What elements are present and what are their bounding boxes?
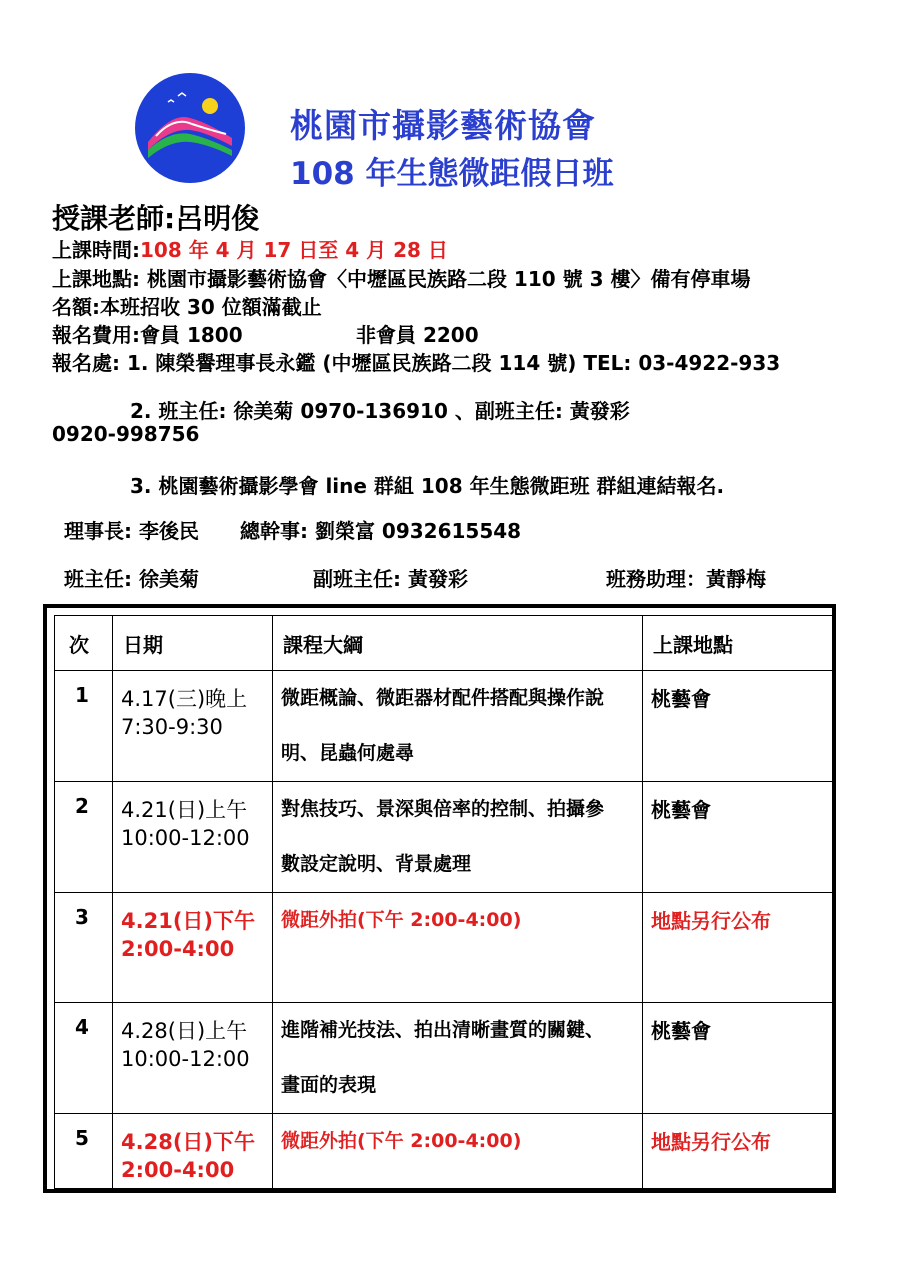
table-row [55, 1003, 834, 1114]
course-place: 上課地點: 桃園市攝影藝術協會〈中壢區民族路二段 110 號 3 樓〉備有停車場 [52, 267, 751, 291]
table-row [55, 1114, 834, 1189]
row-date-day: 4.21(日)上午 [121, 798, 248, 822]
staff-assistant: 班務助理：黃靜梅 [606, 567, 766, 591]
row-outline-line1: 微距外拍(下午 2:00-4:00) [281, 1130, 522, 1152]
header-outline: 課程大綱 [273, 616, 643, 671]
row-date-day: 4.28(日)下午 [121, 1130, 256, 1154]
registration-1: 報名處: 1. 陳榮譽理事長永鑑 (中壢區民族路二段 114 號) TEL: 03-4922-933 [52, 351, 781, 375]
registration-2: 2. 班主任: 徐美菊 0970-136910 、副班主任: 黃發彩 [130, 399, 630, 423]
header-location: 上課地點 [643, 616, 834, 671]
association-logo [134, 72, 246, 184]
row-outline-line2: 畫面的表現 [281, 1074, 377, 1096]
org-title: 桃園市攝影藝術協會 [290, 106, 596, 145]
row-date-time: 2:00-4:00 [121, 1158, 235, 1182]
fee-nonmember: 非會員 2200 [356, 323, 479, 347]
staff-row-2 [64, 563, 766, 592]
table-header-row [55, 616, 834, 671]
row-outline [273, 671, 642, 781]
row-outline-line1: 進階補光技法、拍出清晰畫質的關鍵、 [281, 1019, 605, 1041]
header-date: 日期 [113, 616, 273, 671]
schedule-table [54, 615, 834, 1189]
staff-row-1 [64, 515, 522, 544]
registration-3: 3. 桃園藝術攝影學會 line 群組 108 年生態微距班 群組連結報名. [130, 474, 725, 498]
row-date-day: 4.17(三)晚上 [121, 687, 248, 711]
row-date-day: 4.28(日)上午 [121, 1019, 248, 1043]
row-outline-line2: 數設定說明、背景處理 [281, 853, 472, 875]
row-outline-line1: 微距外拍(下午 2:00-4:00) [281, 909, 522, 931]
header-no: 次 [55, 616, 113, 671]
course-time [52, 234, 448, 263]
row-date-day: 4.21(日)下午 [121, 909, 256, 933]
staff-director: 班主任: 徐美菊 [64, 567, 199, 591]
row-date [113, 1003, 272, 1073]
course-time-value: 108 年 4 月 17 日至 4 月 28 日 [140, 238, 448, 262]
row-outline-line2: 明、昆蟲何處尋 [281, 742, 415, 764]
row-outline [273, 893, 642, 948]
staff-secretary: 總幹事: 劉榮富 0932615548 [240, 519, 522, 543]
course-quota: 名額:本班招收 30 位額滿截止 [52, 295, 322, 319]
row-date-time: 10:00-12:00 [121, 826, 250, 850]
table-row [55, 782, 834, 893]
row-date-time: 2:00-4:00 [121, 937, 235, 961]
staff-chair: 理事長: 李後民 [64, 519, 199, 543]
staff-vice-director: 副班主任: 黃發彩 [313, 567, 468, 591]
row-date [113, 782, 272, 852]
row-location: 地點另行公布 [651, 1130, 771, 1154]
row-location: 桃藝會 [651, 687, 711, 711]
table-row [55, 671, 834, 782]
course-title: 108 年生態微距假日班 [290, 156, 614, 192]
course-time-label: 上課時間: [52, 238, 140, 262]
table-row [55, 893, 834, 1003]
row-date [113, 671, 272, 741]
row-no: 1 [75, 683, 89, 707]
row-location: 地點另行公布 [651, 909, 771, 933]
schedule-frame [43, 604, 836, 1193]
teacher-name: 授課老師:呂明俊 [52, 202, 260, 235]
row-location: 桃藝會 [651, 798, 711, 822]
row-date [113, 1114, 272, 1184]
row-no: 3 [75, 905, 89, 929]
row-location: 桃藝會 [651, 1019, 711, 1043]
row-outline [273, 1003, 642, 1113]
course-fee [52, 319, 479, 348]
row-outline [273, 782, 642, 892]
row-outline [273, 1114, 642, 1169]
row-outline-line1: 微距概論、微距器材配件搭配與操作說 [281, 687, 605, 709]
row-date [113, 893, 272, 963]
row-no: 2 [75, 794, 89, 818]
registration-2-phone: 0920-998756 [52, 422, 200, 446]
row-date-time: 10:00-12:00 [121, 1047, 250, 1071]
fee-member: 報名費用:會員 1800 [52, 323, 243, 347]
row-no: 4 [75, 1015, 89, 1039]
row-no: 5 [75, 1126, 89, 1150]
row-outline-line1: 對焦技巧、景深與倍率的控制、拍攝參 [281, 798, 605, 820]
row-date-time: 7:30-9:30 [121, 715, 223, 739]
